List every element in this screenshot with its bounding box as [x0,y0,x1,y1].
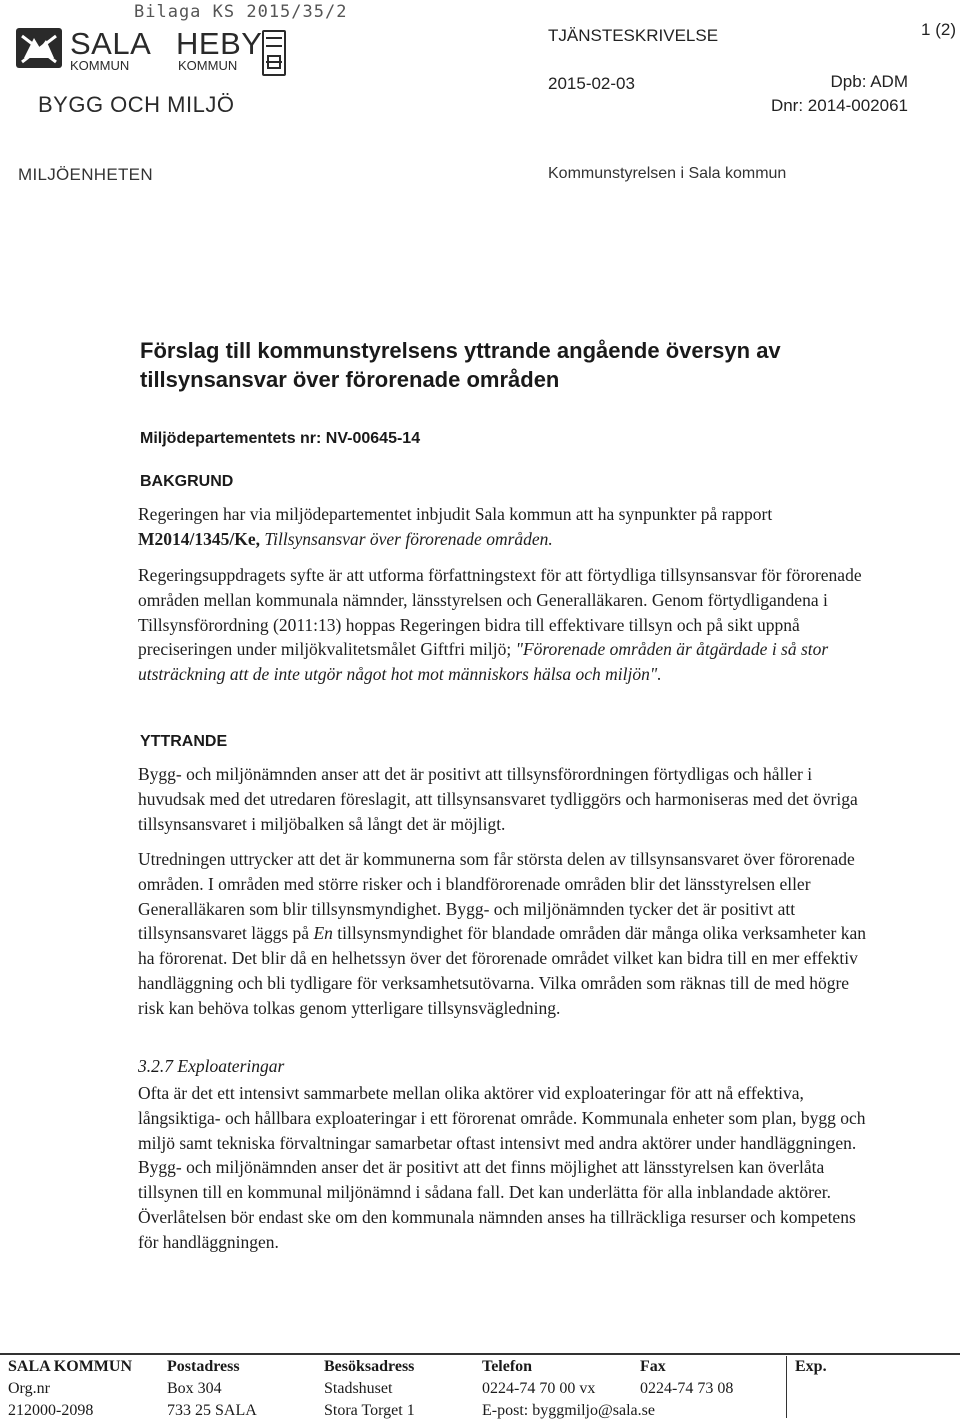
department-name: BYGG OCH MILJÖ [38,92,235,117]
recipient: Kommunstyrelsen i Sala kommun [548,165,787,182]
paragraph-statement-2 [138,847,878,1021]
footer-email[interactable]: E-post: byggmiljo@sala.se [482,1402,655,1419]
dnr-reference: Dnr: 2014-002061 [770,96,908,115]
expedition-label: Exp. [795,1358,827,1375]
footer-column-organisation [8,1356,132,1422]
quote-text: "Förorenade områden är åtgärdade i så stor utsträckning att de inte utgör något hot mot människors hälsa och miljön". [138,639,829,685]
dpb-reference: Dpb: ADM [830,72,908,91]
footer-cell: 0224-74 70 00 vx [482,1380,596,1397]
footer-cell: Fax [640,1358,666,1375]
ministry-reference: Miljödepartementets nr: NV-00645-14 [140,430,421,447]
document-date: 2015-02-03 [548,74,635,93]
report-title: Tillsynsansvar över förorenade områden. [260,528,553,549]
footer-cell: Besöksadress [324,1358,415,1375]
paragraph-background-1 [138,502,878,552]
footer-cell: 733 25 SALA [167,1402,257,1419]
page-number: 1 (2) [921,20,956,39]
logo-kommun-heby: KOMMUN [178,58,238,73]
footer-cell: Telefon [482,1358,533,1375]
footer-cell: Box 304 [167,1380,222,1397]
footer-cell: Stora Torget 1 [324,1402,415,1419]
footer-cell: Postadress [167,1358,240,1375]
footer-cell: 212000-2098 [8,1402,94,1419]
paragraph-text: Regeringsuppdragets syfte är att utforma författningstext för att förtydliga tillsynsansvar för förorenade områden mellan kommunala nämnder, länsstyrelsen och Generalläkaren. Genom förtydligandena i Tillsynsförordning (2011:13) hoppas Regeringen bidra till effektivare tillsyn och på sikt uppnå preciseringen under miljökvalitetsmålet Giftfri miljö; [138,565,862,660]
archive-stamp: Bilaga KS 2015/35/2 [134,2,348,22]
expedition-box [786,1356,959,1418]
subheading-exploitation: 3.2.7 Exploateringar [138,1056,285,1076]
section-heading-background: BAKGRUND [140,473,234,490]
footer-column-visiting-address [324,1356,415,1422]
footer-column-phone [482,1356,655,1422]
footer-column-fax [640,1356,733,1422]
footer-cell: 0224-74 73 08 [640,1380,734,1397]
footer-divider [0,1353,960,1355]
paragraph-exploitation: Ofta är det ett intensivt sammarbete mellan olika aktörer vid exploateringar för att nå effektiva, långsiktiga- och hållbara exploateringar i ett förorenat område. Kommunala enheter som plan, bygg och miljö samt tekniska förvaltningar samarbetar oftast intensivt med andra aktörer under handläggningen. Bygg- och miljönämnden anser det är positivt att det finns möjlighet att länsstyrelsen kan överlåta tillsynen till en kommunal miljönämnd i sådana fall. Det kan underlätta för alla inblandade aktörer. Överlåtelsen bör endast ske om den kommunala nämnden anses ha tillräckliga resurser och kompetens för handläggningen. [138,1083,866,1252]
paragraph-text: Regeringen har via miljödepartementet inbjudit Sala kommun att ha synpunkter på rapport [138,504,773,524]
footer-cell: Org.nr [8,1380,50,1397]
footer-cell [640,1400,733,1422]
paragraph-text: tillsynsmyndighet för blandade områden där många olika verksamheter kan ha förorenat. Det blir då en helhetssyn över det förorenade området vilket kan bidra till en mer effektiv handläggning och bli tydligare för verksamhetsutövarna. Vilka områden som räknas till de med högre risk kan behöva tolkas genom ytterligare tillsynsvägledning. [138,923,867,1018]
document-title: Förslag till kommunstyrelsens yttrande angående översyn av tillsynsansvar över förorenade områden [140,338,781,392]
unit-name: MILJÖENHETEN [18,165,153,184]
sala-logo-icon [16,28,62,68]
emphasis-text: En [313,923,333,944]
report-number: M2014/1345/Ke, [138,528,260,549]
logo-text-heby: HEBY [176,26,263,61]
section-heading-statement: YTTRANDE [140,733,228,750]
logo-text-sala: SALA [70,26,152,61]
footer-cell: Stadshuset [324,1380,393,1397]
paragraph-text: Utredningen uttrycker att det är kommunerna som får största delen av tillsynsansvaret över förorenade områden. I områden med större risker och i blandförorenade områden blir det länsstyrelsen eller Generalläkaren som blir tillsynsmyndighet. Bygg- och miljönämnden tycker det är positivt att tillsynsansvaret läggs på [138,849,855,944]
logo-kommun-sala: KOMMUN [70,58,130,73]
footer-cell: SALA KOMMUN [8,1358,132,1375]
paragraph-background-2 [138,563,878,687]
paragraph-statement-1: Bygg- och miljönämnden anser att det är positivt att tillsynsförordningen förtydligas och håller i huvudsak med det utredaren föreslagit, att tillsynsansvaret tydliggörs och harmoniseras med det övriga tillsynsansvaret i miljöbalken så långt det är möjligt. [138,764,858,834]
document-type: TJÄNSTESKRIVELSE [548,26,719,45]
footer-column-postal-address [167,1356,257,1422]
heby-crest-icon [262,30,286,76]
